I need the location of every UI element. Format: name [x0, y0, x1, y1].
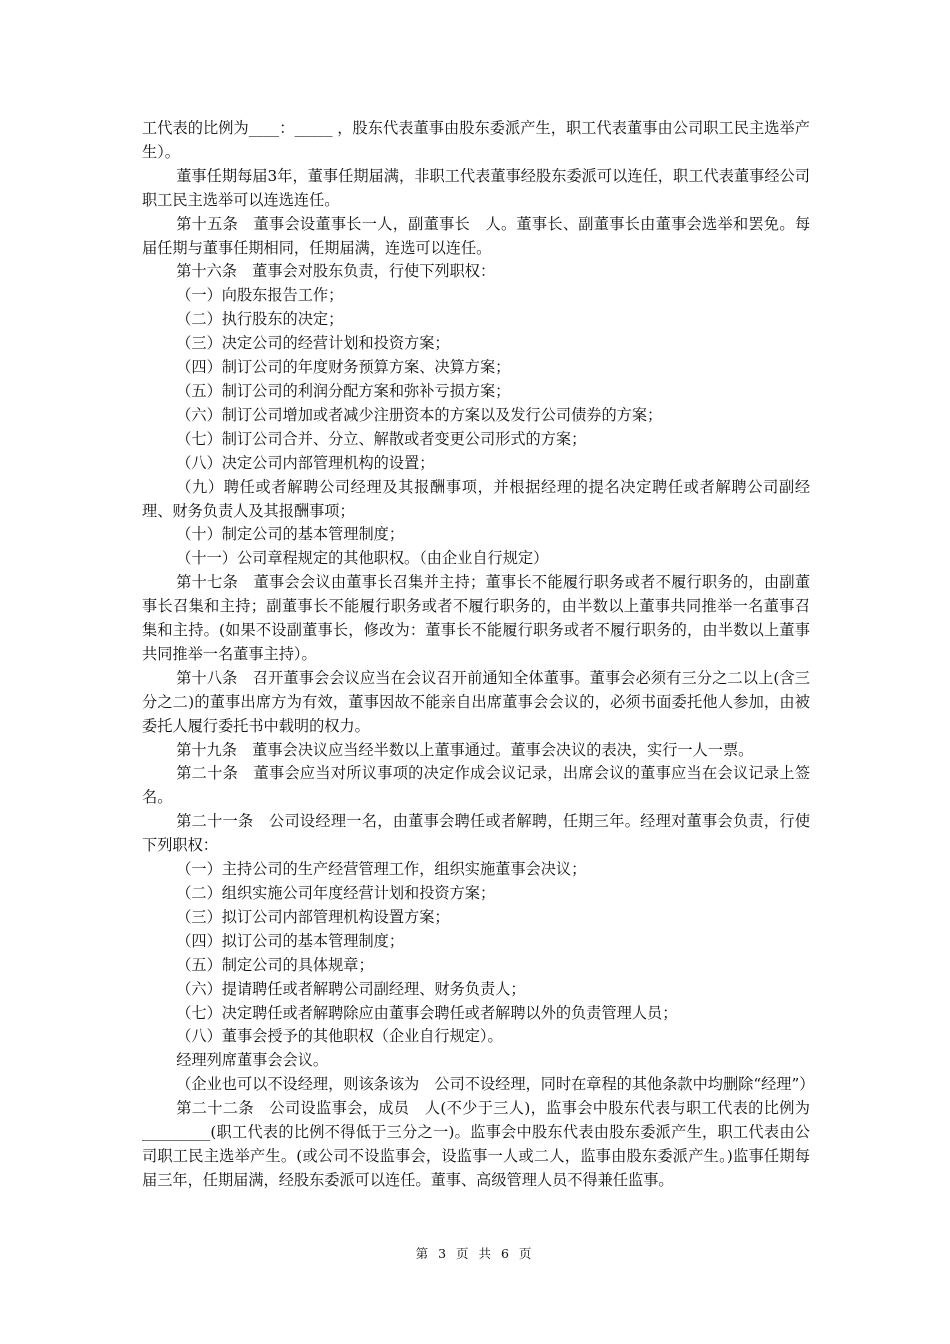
- article-19: 第十九条 董事会决议应当经半数以上董事通过。董事会决议的表决，实行一人一票。: [176, 740, 754, 759]
- article-20: 第二十条 董事会应当对所议事项的决定作成会议记录，出席会议的董事应当在会议记录上签名。: [142, 764, 810, 807]
- list-item: （七）制订公司合并、分立、解散或者变更公司形式的方案；: [176, 429, 587, 448]
- list-item: （十一）公司章程规定的其他职权。（由企业自行规定）: [176, 549, 549, 568]
- article-16: 第十六条 董事会对股东负责，行使下列职权：: [176, 262, 496, 281]
- article-17: 第十七条 董事会会议由董事长召集并主持；董事长不能履行职务或者不履行职务的，由副董事长召集和主持；副董事长不能履行职务或者不履行职务的，由半数以上董事共同推举一名董事召集和主持。(如果不设副董事长，修改为：董事长不能履行职务或者不履行职务的，由半数以上董事共同推举一名董事主持）。: [142, 573, 810, 663]
- note-paragraph: （企业也可以不设经理，则该条该为 公司不设经理，同时在章程的其他条款中均删除“经理”）: [176, 1075, 815, 1094]
- list-item: （八）决定公司内部管理机构的设置；: [176, 453, 435, 472]
- list-item: （四）拟订公司的基本管理制度；: [176, 931, 404, 950]
- paragraph: 董事任期每届3年，董事任期届满，非职工代表董事经股东委派可以连任，职工代表董事经公司职工民主选举可以连选连任。: [142, 166, 810, 209]
- list-item: （六）制订公司增加或者减少注册资本的方案以及发行公司债券的方案；: [176, 405, 663, 424]
- list-item: （九）聘任或者解聘公司经理及其报酬事项，并根据经理的提名决定聘任或者解聘公司副经理、财务负责人及其报酬事项；: [142, 477, 810, 520]
- article-21: 第二十一条 公司设经理一名，由董事会聘任或者解聘，任期三年。经理对董事会负责，行使下列职权：: [142, 812, 810, 855]
- list-item: （一）主持公司的生产经营管理工作，组织实施董事会决议；: [176, 860, 587, 879]
- paragraph: 经理列席董事会会议。: [176, 1051, 329, 1070]
- paragraph: 工代表的比例为____：_____ ，股东代表董事由股东委派产生，职工代表董事由公司职工民主选举产生）。: [142, 119, 810, 161]
- list-item: （三）决定公司的经营计划和投资方案；: [176, 334, 450, 353]
- list-item: （四）制订公司的年度财务预算方案、决算方案；: [176, 358, 511, 377]
- article-18: 第十八条 召开董事会会议应当在会议召开前通知全体董事。董事会必须有三分之二以上(含三分之二)的董事出席方为有效，董事因故不能亲自出席董事会会议的，必须书面委托他人参加，由被委托人履行委托书中载明的权力。: [142, 668, 810, 735]
- list-item: （七）决定聘任或者解聘除应由董事会聘任或者解聘以外的负责管理人员；: [176, 1003, 678, 1022]
- list-item: （二）执行股东的决定；: [176, 310, 344, 329]
- article-15: 第十五条 董事会设董事长一人，副董事长 人。董事长、副董事长由董事会选举和罢免。每届任期与董事任期相同，任期届满，连选可以连任。: [142, 214, 810, 257]
- list-item: （五）制定公司的具体规章；: [176, 955, 374, 974]
- list-item: （一）向股东报告工作；: [176, 286, 344, 305]
- list-item: （十）制定公司的基本管理制度；: [176, 525, 404, 544]
- list-item: （八）董事会授予的其他职权（企业自行规定）。: [176, 1027, 503, 1046]
- list-item: （二）组织实施公司年度经营计划和投资方案；: [176, 884, 496, 902]
- article-22: 第二十二条 公司设监事会，成员 人(不少于三人)，监事会中股东代表与职工代表的比例为_________(职工代表的比例不得低于三分之一)。监事会中股东代表由股东委派产生，职工代表由公司职工民主选举产生。(或公司不设监事会，设监事一人或二人，监事由股东委派产生。)监事任期每届三年，任期届满，经股东委派可以连任。董事、高级管理人员不得兼任监事。: [142, 1099, 810, 1189]
- list-item: （五）制订公司的利润分配方案和弥补亏损方案；: [176, 381, 511, 400]
- document-body: [142, 117, 815, 1193]
- page-number: 第 3 页 共 6 页: [415, 1246, 535, 1261]
- list-item: （三）拟订公司内部管理机构设置方案；: [176, 907, 450, 926]
- list-item: （六）提请聘任或者解聘公司副经理、财务负责人；: [176, 979, 526, 998]
